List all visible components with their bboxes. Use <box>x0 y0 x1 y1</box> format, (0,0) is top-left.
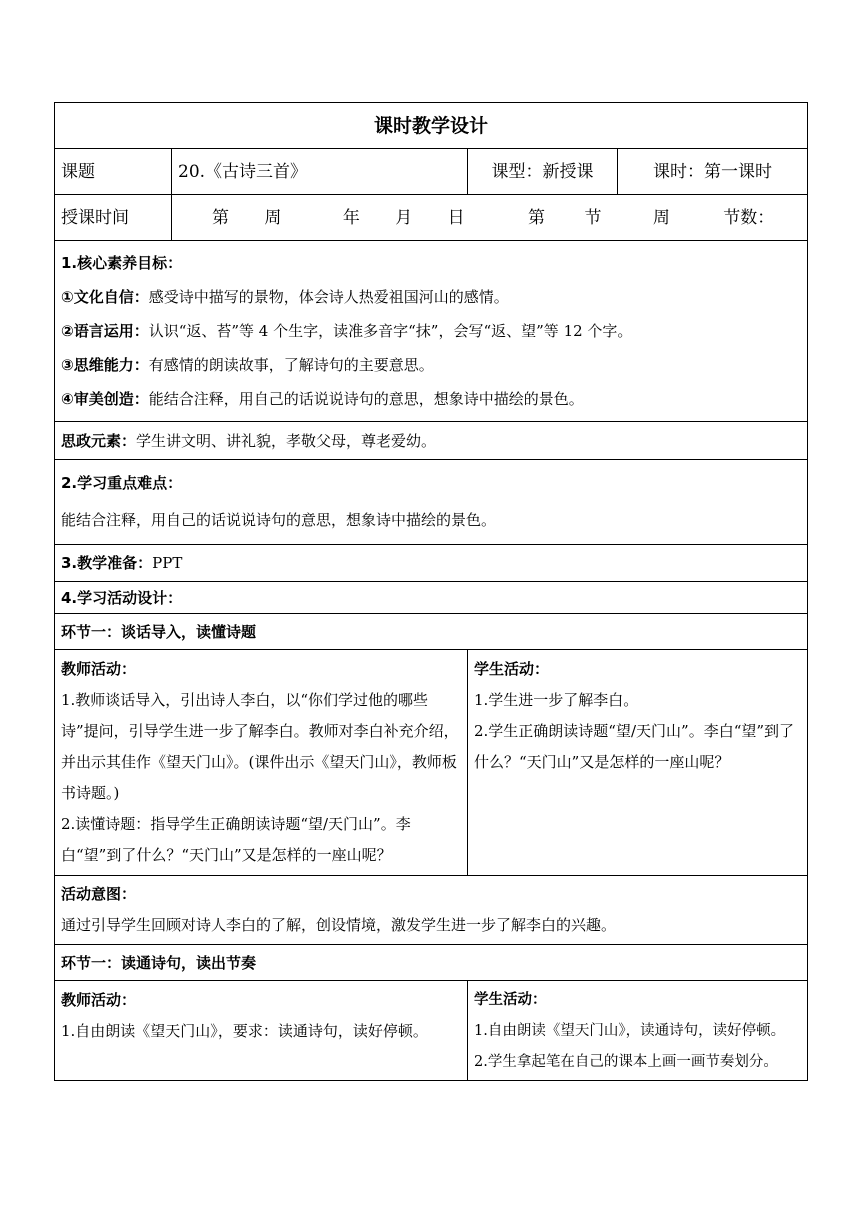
topic-value: 20.《古诗三首》 <box>172 149 468 195</box>
doc-title: 课时教学设计 <box>55 103 808 149</box>
time-part: 月 <box>395 207 413 228</box>
goal-item <box>61 382 801 416</box>
goal-label: ①文化自信： <box>61 288 149 306</box>
key-points-text: 能结合注释，用自己的话说说诗句的意思，想象诗中描绘的景色。 <box>61 511 497 529</box>
lesson-plan-table <box>54 102 808 1081</box>
goal-item <box>61 314 801 348</box>
teacher-activity-label: 教师活动： <box>61 660 137 678</box>
goal-item <box>61 348 801 382</box>
section1-student-cell <box>468 650 808 876</box>
goals-cell <box>55 241 808 422</box>
goal-label: ③思维能力： <box>61 356 149 374</box>
time-label: 授课时间 <box>55 195 172 241</box>
teacher-activity-item: 1.教师谈话导入，引出诗人李白，以“你们学过他的哪些诗”提问，引导学生进一步了解李白。教师对李白补充介绍，并出示其佳作《望天门山》。(课件出示《望天门山》，教师板书诗题。) <box>61 691 459 802</box>
student-activity-label: 学生活动： <box>474 992 547 1008</box>
prep-label: 3.教学准备： <box>61 554 153 572</box>
goal-label: ④审美创造： <box>61 390 149 408</box>
goal-item <box>61 280 801 314</box>
time-part: 日 <box>447 207 465 228</box>
section2-heading: 环节一：读通诗句，读出节奏 <box>55 945 808 981</box>
section1-teacher-cell <box>55 650 468 876</box>
ideology-text: 学生讲文明、讲礼貌，孝敬父母，尊老爱幼。 <box>136 431 437 450</box>
section1-heading: 环节一：谈话导入，读懂诗题 <box>55 614 808 650</box>
goal-label: ②语言运用： <box>61 322 149 340</box>
section2-teacher-cell <box>55 981 468 1081</box>
goal-text: 有感情的朗读故事，了解诗句的主要意思。 <box>148 356 434 374</box>
intent-label: 活动意图： <box>61 885 137 903</box>
goal-text: 认识“返、苔”等 4 个生字，读准多音字“抹”，会写“返、望”等 12 个字。 <box>148 322 633 340</box>
teacher-activity-item: 1.自由朗读《望天门山》，要求：读通诗句，读好停顿。 <box>61 1022 428 1040</box>
student-activity-item: 2.学生正确朗读诗题“望/天门山”。李白“望”到了什么？“天门山”又是怎样的一座山呢？ <box>474 722 795 771</box>
student-activity-item: 1.学生进一步了解李白。 <box>474 691 639 709</box>
lesson-type: 课型：新授课 <box>468 149 618 195</box>
prep-text: PPT <box>152 554 183 572</box>
ideology-label: 思政元素： <box>61 431 137 450</box>
time-part: 第 <box>212 207 229 228</box>
teacher-activity-label: 教师活动： <box>61 991 137 1009</box>
prep-cell <box>55 545 808 582</box>
time-part: 节数： <box>723 207 775 228</box>
goal-text: 能结合注释，用自己的话说说诗句的意思，想象诗中描绘的景色。 <box>148 390 584 408</box>
time-part: 年 <box>342 207 360 228</box>
key-points-cell <box>55 460 808 545</box>
goals-heading: 1.核心素养目标： <box>61 254 183 272</box>
time-fields <box>172 195 808 241</box>
teacher-activity-item: 2.读懂诗题：指导学生正确朗读诗题“望/天门山”。李白“望”到了什么？“天门山”又是怎样的一座山呢？ <box>61 815 411 864</box>
section2-student-cell <box>468 981 808 1081</box>
student-activity-label: 学生活动： <box>474 660 550 678</box>
lesson-plan-sheet <box>54 102 807 1081</box>
student-activity-item: 2.学生拿起笔在自己的课本上画一画节奏划分。 <box>474 1054 778 1070</box>
time-part: 节 <box>584 207 602 228</box>
time-part: 周 <box>652 207 670 228</box>
goal-text: 感受诗中描写的景物，体会诗人热爱祖国河山的感情。 <box>148 288 509 306</box>
time-part: 周 <box>264 207 282 228</box>
section1-intent-cell <box>55 876 808 945</box>
lesson-period: 课时：第一课时 <box>618 149 808 195</box>
time-part: 第 <box>528 207 546 228</box>
intent-text: 通过引导学生回顾对诗人李白的了解，创设情境，激发学生进一步了解李白的兴趣。 <box>61 916 617 934</box>
activity-heading: 4.学习活动设计： <box>55 582 808 614</box>
topic-label: 课题 <box>55 149 172 195</box>
ideology-cell <box>55 422 808 460</box>
student-activity-item: 1.自由朗读《望天门山》，读通诗句，读好停顿。 <box>474 1023 786 1039</box>
key-points-heading: 2.学习重点难点： <box>61 474 183 492</box>
